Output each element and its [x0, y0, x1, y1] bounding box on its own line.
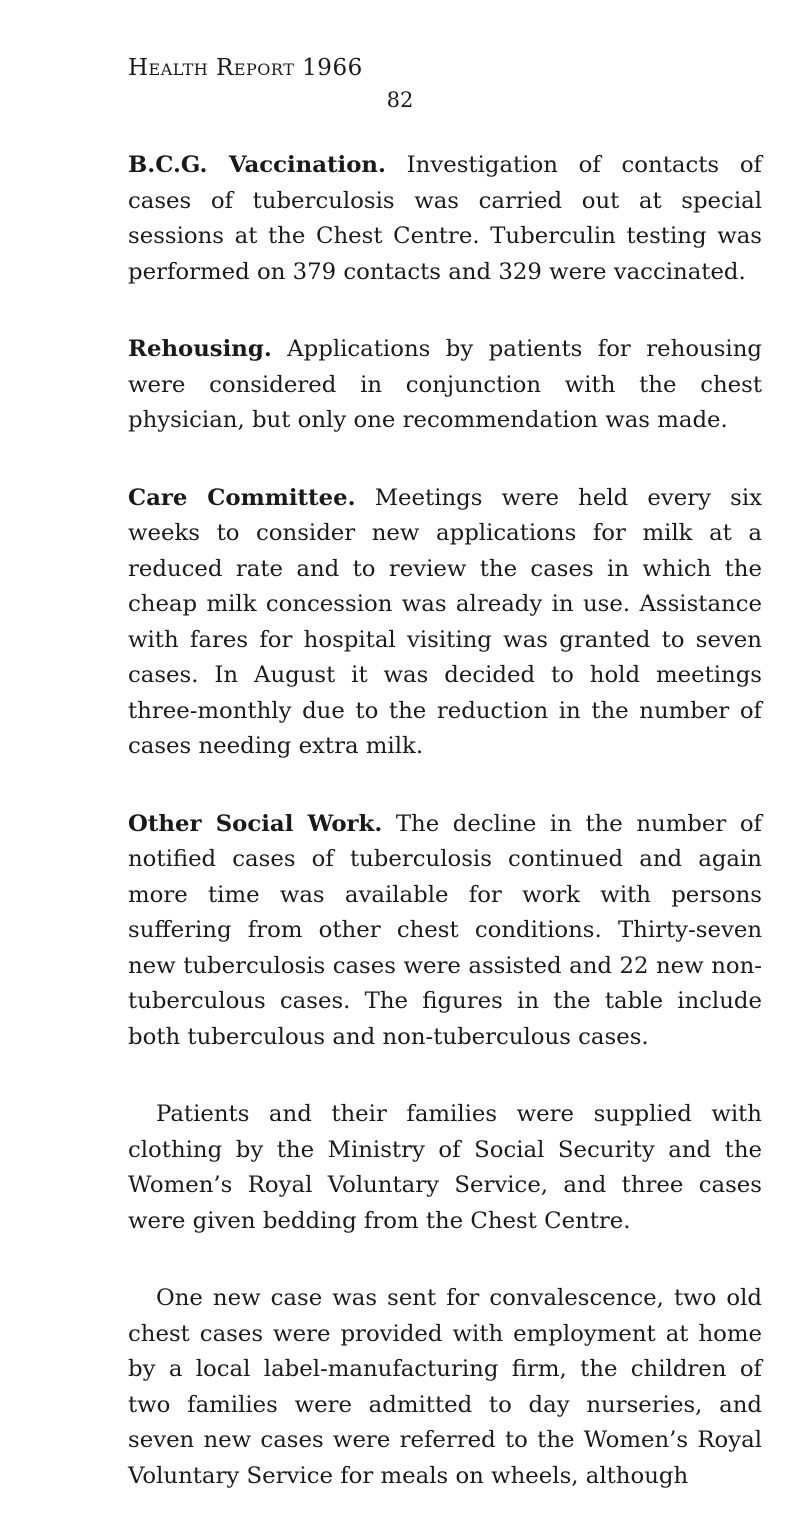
paragraph-bcg-vaccination	[128, 148, 762, 290]
paragraph-text: Applications by patients for rehousing were considered in conjunction with the chest physician, but only one recommendation was made.	[128, 336, 762, 433]
paragraph-text: Meetings were held every six weeks to consider new applications for milk at a reduced rate and to review the cases in which the cheap milk concession was already in use. Assistance with fares for hospital visiting was granted to seven cases. In August it was decided to hold meetings three-monthly due to the reduction in the number of cases needing extra milk.	[128, 484, 763, 759]
paragraph-clothing-supply: Patients and their families were supplied with clothing by the Ministry of Social Security and the Women’s Royal Voluntary Service, and three cases were given bedding from the Chest Centre.	[128, 1101, 762, 1234]
paragraph-text: The decline in the number of notified cases of tuberculosis continued and again more time was available for work with persons suffering from other chest conditions. Thirty-seven new tuberculosis cases were assisted and 22 new non-tuberculous cases. The figures in the table include both tuberculous and non-tuberculous cases.	[128, 810, 762, 1050]
page-number: 82	[386, 88, 414, 112]
paragraph-heading: B.C.G. Vaccination.	[128, 152, 386, 178]
paragraph-heading: Rehousing.	[128, 336, 272, 362]
paragraph-heading: Care Committee.	[128, 484, 356, 511]
paragraph-other-social-work	[128, 807, 762, 1056]
paragraph-heading: Other Social Work.	[128, 810, 383, 837]
body-text	[128, 148, 762, 1536]
paragraph-rehousing	[128, 332, 762, 439]
paragraph-text: Investigation of contacts of cases of tuberculosis was carried out at special sessions at the Chest Centre. Tuberculin testing was performed on 379 contacts and 329 were vaccinated.	[128, 152, 762, 285]
paragraph-care-committee	[128, 481, 762, 765]
paragraph-convalescence: One new case was sent for convalescence, two old chest cases were provided with employment at home by a local label-manufacturing firm, the children of two families were admitted to day nurseries, and seven new cases were referred to the Women’s Royal Voluntary Service for meals on wheels, although	[128, 1285, 762, 1489]
running-head: Health Report 1966	[128, 55, 363, 81]
